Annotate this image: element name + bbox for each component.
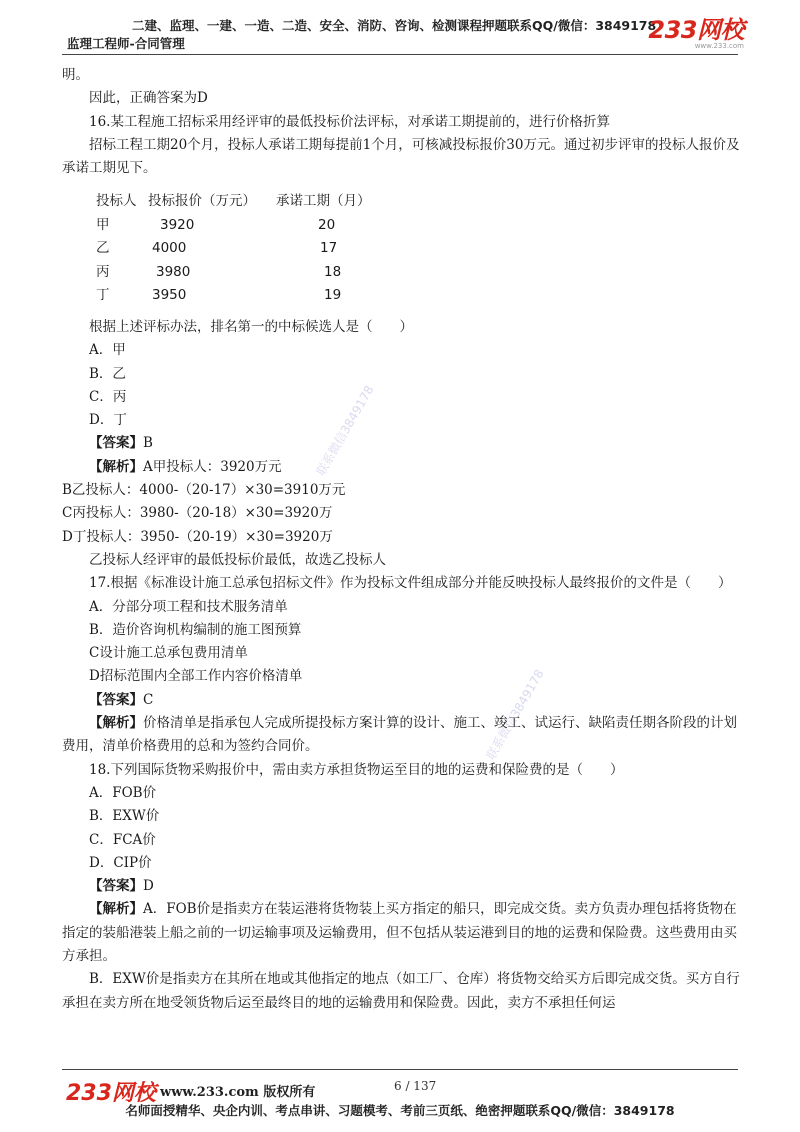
option-b: B．乙 xyxy=(89,365,126,382)
table-row xyxy=(96,214,740,238)
table-cell: 4000 xyxy=(152,240,187,257)
option-b: B．EXW价 xyxy=(89,808,160,825)
question-16-description: 招标工程工期20个月，投标人承诺工期每提前1个月，可核减投标报价30万元。通过初步评审的投标人报价及承诺工期见下。 xyxy=(62,136,740,177)
footer-divider xyxy=(62,1069,738,1070)
watermark: 联系微信3849178 xyxy=(483,667,547,762)
column-header: 承诺工期（月） xyxy=(276,193,371,210)
analysis-paragraph xyxy=(62,712,740,759)
analysis-line: B乙投标人：4000-（20-17）×30=3910万元 xyxy=(62,482,346,499)
table-cell: 3980 xyxy=(156,263,191,280)
column-header: 投标报价（万元） xyxy=(148,193,256,210)
option-c: C设计施工总承包费用清单 xyxy=(89,645,248,662)
answer-line xyxy=(62,875,740,898)
header-divider xyxy=(62,54,738,55)
analysis-conclusion: 乙投标人经评审的最低投标价最低，故选乙投标人 xyxy=(89,551,386,568)
analysis-text: 价格清单是指承包人完成所提投标方案计算的设计、施工、竣工、试运行、缺陷责任期各阶段的计划费用，清单价格费用的总和为签约合同价。 xyxy=(62,715,737,755)
answer-line xyxy=(62,689,740,712)
answer-value: D xyxy=(143,878,154,895)
question-16-stem: 16.某工程施工招标采用经评审的最低投标价法评标，对承诺工期提前的，进行价格折算 xyxy=(89,113,610,130)
answer-value: C xyxy=(143,691,154,708)
option-c: C．FCA价 xyxy=(89,831,156,848)
analysis-label: 【解析】 xyxy=(89,715,143,732)
option-a: A．FOB价 xyxy=(89,784,157,801)
table-cell: 19 xyxy=(324,287,342,304)
logo-url: www.233.com xyxy=(694,42,744,50)
analysis-paragraph xyxy=(62,898,740,968)
footer-contact-line: 名师面授精华、央企内训、考点串讲、习题模考、考前三页纸、绝密押题联系QQ/微信：3849178 xyxy=(125,1103,675,1118)
analysis-text: A．FOB价是指卖方在装运港将货物装上买方指定的船只，即完成交货。卖方负责办理包括将货物在指定的装船港装上船之前的一切运输事项及运输费用，但不包括从装运港到目的地的运费和保险费。这些费用由买方承担。 xyxy=(62,901,737,964)
option-b: B．造价咨询机构编制的施工图预算 xyxy=(89,621,302,638)
option-c: C．丙 xyxy=(89,388,127,405)
bid-table xyxy=(96,190,740,308)
table-cell: 3920 xyxy=(160,216,195,233)
analysis-text: A甲投标人：3920万元 xyxy=(143,458,282,475)
analysis-label: 【解析】 xyxy=(89,458,143,475)
table-cell: 17 xyxy=(320,240,338,257)
table-cell: 乙 xyxy=(96,240,110,257)
table-row xyxy=(96,284,740,308)
option-a: A．分部分项工程和技术服务清单 xyxy=(89,598,288,615)
option-d: D．丁 xyxy=(89,412,127,429)
analysis-paragraph: B．EXW价是指卖方在其所在地或其他指定的地点（如工厂、仓库）将货物交给买方后即完成交货。买方自行承担在卖方所在地受领货物后运至最终目的地的运输费用和保险费。因此，卖方不承担任何运 xyxy=(62,971,740,1011)
text-line: 因此，正确答案为D xyxy=(89,90,208,107)
table-header xyxy=(96,190,740,214)
option-d: D招标范围内全部工作内容价格清单 xyxy=(89,668,303,685)
question-18-stem: 18.下列国际货物采购报价中，需由卖方承担货物运至目的地的运费和保险费的是（ ） xyxy=(89,761,624,778)
table-cell: 甲 xyxy=(96,216,110,233)
answer-value: B xyxy=(143,435,153,452)
analysis-label: 【解析】 xyxy=(89,901,143,918)
option-a: A．甲 xyxy=(89,342,126,359)
analysis-line xyxy=(62,456,740,479)
header-logo xyxy=(648,18,744,50)
table-cell: 丁 xyxy=(96,287,110,304)
analysis-line: D丁投标人：3950-（20-19）×30=3920万 xyxy=(62,528,333,545)
analysis-line: C丙投标人：3980-（20-18）×30=3920万 xyxy=(62,505,333,522)
answer-line xyxy=(62,432,740,455)
question-16-prompt: 根据上述评标办法，排名第一的中标候选人是（ ） xyxy=(89,318,413,335)
watermark: 联系微信3849178 xyxy=(313,383,377,478)
header-subject: 监理工程师-合同管理 xyxy=(67,36,185,51)
text-line: 明。 xyxy=(62,67,89,83)
footer-logo: 233网校 xyxy=(66,1081,156,1106)
logo-text: 233网校 xyxy=(648,16,744,44)
table-cell: 丙 xyxy=(96,263,110,280)
table-row xyxy=(96,237,740,261)
answer-label: 【答案】 xyxy=(89,691,143,708)
header-contact-line: 二建、监理、一建、一造、二造、安全、消防、咨询、检测课程押题联系QQ/微信：3849178 xyxy=(132,18,657,33)
page-number: 6 / 137 xyxy=(394,1079,437,1093)
table-row xyxy=(96,261,740,285)
table-cell: 18 xyxy=(324,263,342,280)
column-header: 投标人 xyxy=(96,193,137,210)
table-cell: 20 xyxy=(318,216,336,233)
question-17-stem: 17.根据《标准设计施工总承包招标文件》作为投标文件组成部分并能反映投标人最终报价的文件是（ ） xyxy=(89,575,732,592)
footer-copyright: www.233.com 版权所有 xyxy=(160,1085,316,1100)
document-body xyxy=(62,64,740,1015)
table-cell: 3950 xyxy=(152,287,187,304)
answer-label: 【答案】 xyxy=(89,878,143,895)
answer-label: 【答案】 xyxy=(89,435,143,452)
option-d: D．CIP价 xyxy=(89,854,152,871)
